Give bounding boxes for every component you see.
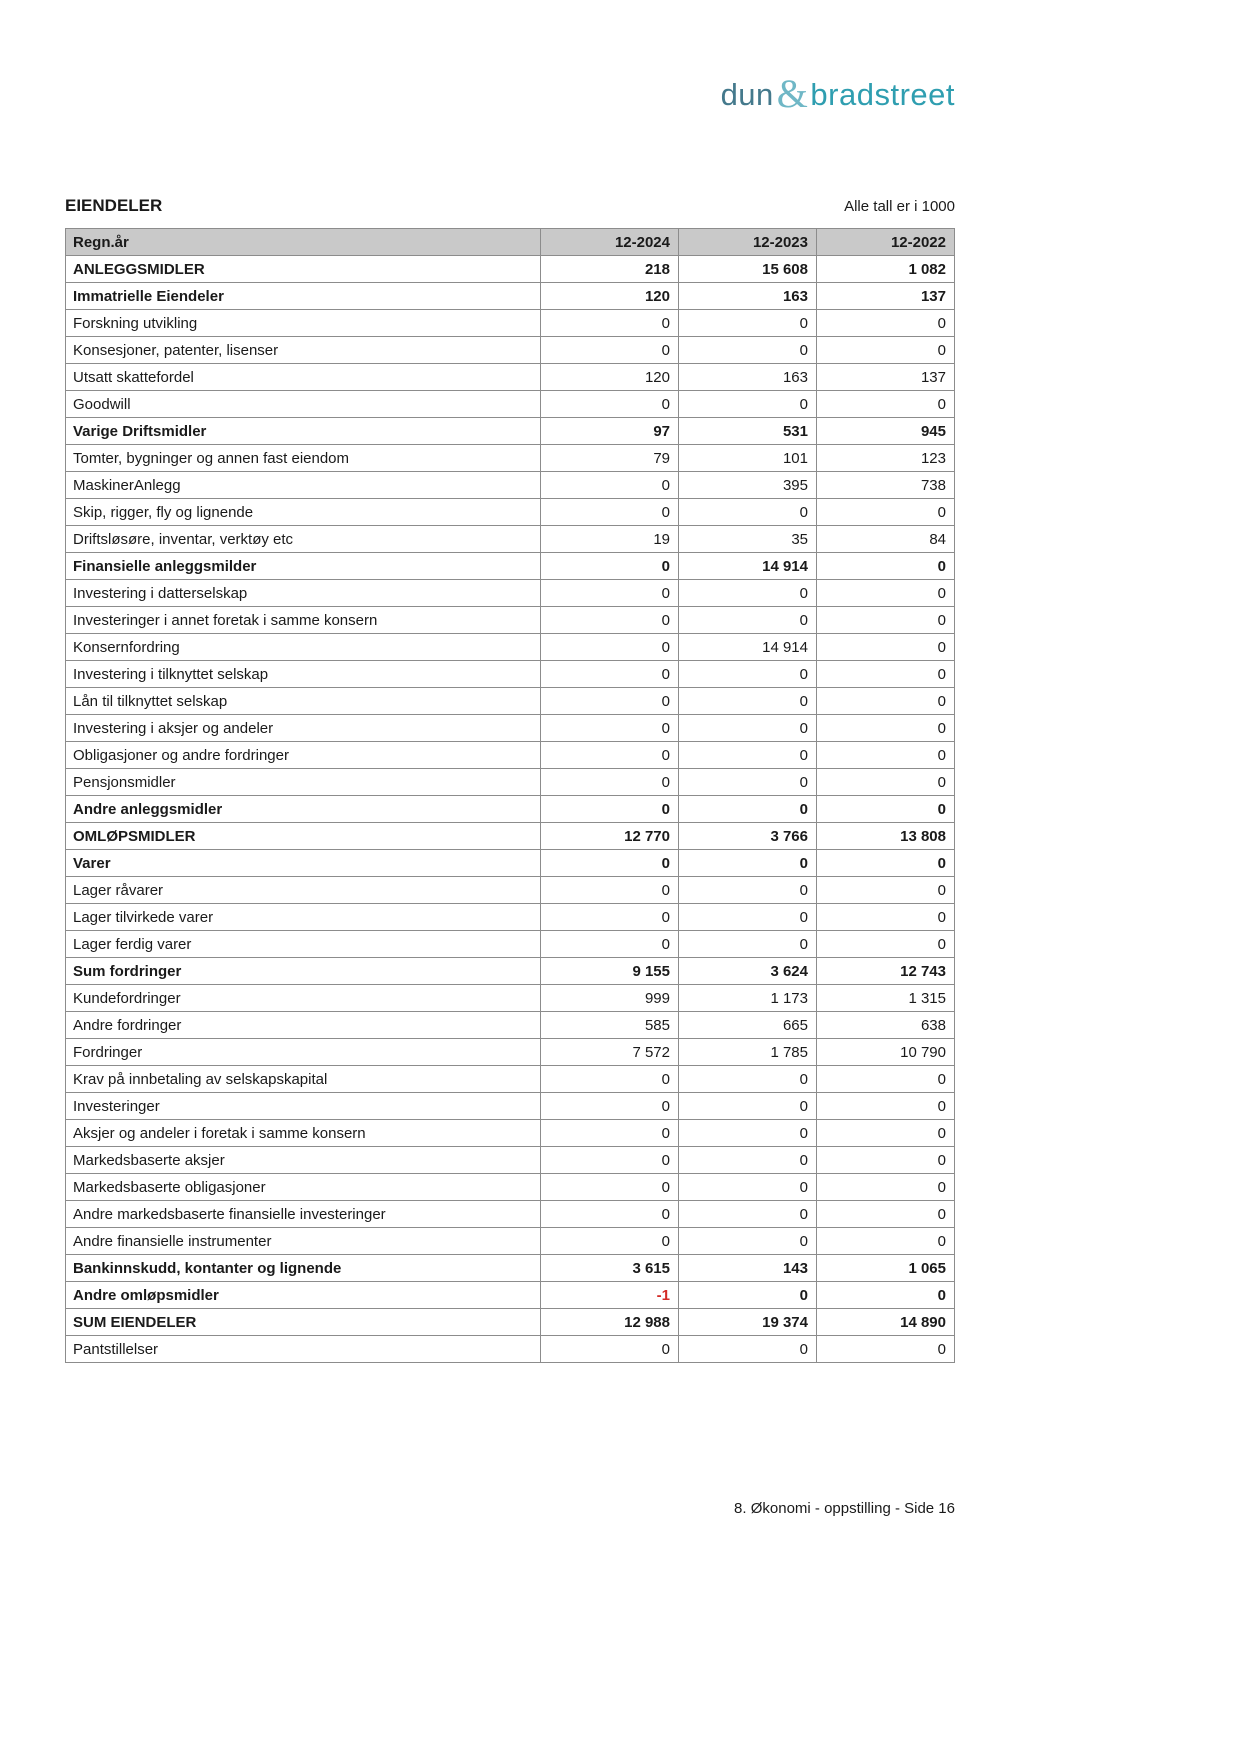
row-value: 0 <box>817 1147 955 1174</box>
row-value: 0 <box>679 310 817 337</box>
table-row <box>66 580 955 607</box>
row-value: 3 615 <box>541 1255 679 1282</box>
row-value: 531 <box>679 418 817 445</box>
row-value: 0 <box>679 877 817 904</box>
row-value: 0 <box>541 688 679 715</box>
row-label: Bankinnskudd, kontanter og lignende <box>66 1255 541 1282</box>
row-value: 0 <box>679 1282 817 1309</box>
row-label: Goodwill <box>66 391 541 418</box>
row-value: 0 <box>817 931 955 958</box>
dun-bradstreet-logo <box>721 68 955 115</box>
column-header: 12-2022 <box>817 229 955 256</box>
table-row <box>66 1066 955 1093</box>
row-value: 0 <box>541 472 679 499</box>
table-row <box>66 877 955 904</box>
row-value: 0 <box>541 1147 679 1174</box>
row-value: 0 <box>817 1093 955 1120</box>
table-row <box>66 526 955 553</box>
row-value: 0 <box>679 580 817 607</box>
table-row <box>66 337 955 364</box>
row-value: 999 <box>541 985 679 1012</box>
row-label: Obligasjoner og andre fordringer <box>66 742 541 769</box>
table-row <box>66 1147 955 1174</box>
row-value: 1 065 <box>817 1255 955 1282</box>
row-value: 0 <box>541 661 679 688</box>
table-row <box>66 1120 955 1147</box>
column-header: 12-2023 <box>679 229 817 256</box>
row-label: Skip, rigger, fly og lignende <box>66 499 541 526</box>
row-label: Andre markedsbaserte finansielle investeringer <box>66 1201 541 1228</box>
row-value: 9 155 <box>541 958 679 985</box>
row-value: 120 <box>541 283 679 310</box>
logo-text-dun: dun <box>720 77 774 112</box>
row-label: Lån til tilknyttet selskap <box>66 688 541 715</box>
row-value: 97 <box>541 418 679 445</box>
row-value: 84 <box>817 526 955 553</box>
row-value: 0 <box>541 877 679 904</box>
row-value: 0 <box>817 904 955 931</box>
row-value: 218 <box>541 256 679 283</box>
row-value: 0 <box>817 607 955 634</box>
row-value: -1 <box>541 1282 679 1309</box>
row-value: 12 988 <box>541 1309 679 1336</box>
row-value: 0 <box>679 769 817 796</box>
row-value: 13 808 <box>817 823 955 850</box>
row-value: 0 <box>679 715 817 742</box>
row-value: 0 <box>541 742 679 769</box>
row-value: 0 <box>541 1336 679 1363</box>
table-row <box>66 445 955 472</box>
row-value: 0 <box>541 904 679 931</box>
row-label: Andre fordringer <box>66 1012 541 1039</box>
row-value: 0 <box>817 634 955 661</box>
row-value: 0 <box>541 931 679 958</box>
row-value: 0 <box>817 742 955 769</box>
row-value: 0 <box>817 499 955 526</box>
table-row <box>66 1255 955 1282</box>
row-value: 137 <box>817 364 955 391</box>
row-value: 0 <box>541 391 679 418</box>
table-row <box>66 661 955 688</box>
row-value: 15 608 <box>679 256 817 283</box>
row-label: SUM EIENDELER <box>66 1309 541 1336</box>
row-value: 0 <box>541 310 679 337</box>
row-value: 0 <box>817 1228 955 1255</box>
table-row <box>66 1228 955 1255</box>
row-value: 0 <box>817 1201 955 1228</box>
row-value: 0 <box>679 1174 817 1201</box>
row-label: Tomter, bygninger og annen fast eiendom <box>66 445 541 472</box>
row-value: 1 082 <box>817 256 955 283</box>
page-title: EIENDELER <box>65 196 163 215</box>
row-value: 0 <box>679 850 817 877</box>
row-value: 945 <box>817 418 955 445</box>
row-value: 120 <box>541 364 679 391</box>
row-value: 0 <box>541 634 679 661</box>
row-label: Lager råvarer <box>66 877 541 904</box>
row-value: 163 <box>679 364 817 391</box>
row-value: 0 <box>541 607 679 634</box>
row-label: Finansielle anleggsmilder <box>66 553 541 580</box>
row-value: 0 <box>679 1228 817 1255</box>
row-value: 14 914 <box>679 553 817 580</box>
table-row <box>66 499 955 526</box>
row-value: 0 <box>541 796 679 823</box>
row-label: Varer <box>66 850 541 877</box>
row-value: 0 <box>541 1093 679 1120</box>
row-label: Andre anleggsmidler <box>66 796 541 823</box>
row-label: Investeringer <box>66 1093 541 1120</box>
row-value: 0 <box>679 904 817 931</box>
row-value: 0 <box>679 1093 817 1120</box>
table-row <box>66 742 955 769</box>
table-row <box>66 364 955 391</box>
row-value: 14 890 <box>817 1309 955 1336</box>
table-row <box>66 904 955 931</box>
logo-ampersand-icon: & <box>776 71 809 116</box>
row-value: 0 <box>679 499 817 526</box>
table-row <box>66 958 955 985</box>
row-value: 1 173 <box>679 985 817 1012</box>
row-value: 585 <box>541 1012 679 1039</box>
row-value: 0 <box>541 1120 679 1147</box>
table-row <box>66 823 955 850</box>
row-value: 0 <box>817 1120 955 1147</box>
row-value: 10 790 <box>817 1039 955 1066</box>
row-value: 0 <box>679 661 817 688</box>
row-value: 79 <box>541 445 679 472</box>
table-row <box>66 1174 955 1201</box>
row-value: 638 <box>817 1012 955 1039</box>
row-label: Investering i datterselskap <box>66 580 541 607</box>
row-value: 0 <box>817 1336 955 1363</box>
table-row <box>66 418 955 445</box>
row-value: 0 <box>817 796 955 823</box>
row-value: 738 <box>817 472 955 499</box>
table-row <box>66 769 955 796</box>
row-value: 35 <box>679 526 817 553</box>
table-row <box>66 283 955 310</box>
table-row <box>66 1282 955 1309</box>
row-value: 0 <box>541 499 679 526</box>
row-value: 0 <box>817 769 955 796</box>
row-value: 0 <box>817 850 955 877</box>
row-label: MaskinerAnlegg <box>66 472 541 499</box>
table-header-row <box>66 229 955 256</box>
row-label: Lager tilvirkede varer <box>66 904 541 931</box>
table-row <box>66 850 955 877</box>
row-value: 0 <box>817 391 955 418</box>
row-value: 0 <box>541 769 679 796</box>
row-label: Andre omløpsmidler <box>66 1282 541 1309</box>
row-label: Investeringer i annet foretak i samme konsern <box>66 607 541 634</box>
row-value: 0 <box>541 850 679 877</box>
row-label: Kundefordringer <box>66 985 541 1012</box>
row-value: 0 <box>817 337 955 364</box>
row-value: 0 <box>679 1120 817 1147</box>
row-value: 3 624 <box>679 958 817 985</box>
table-row <box>66 634 955 661</box>
table-row <box>66 688 955 715</box>
table-row <box>66 391 955 418</box>
row-value: 0 <box>817 1066 955 1093</box>
row-label: Konsernfordring <box>66 634 541 661</box>
row-value: 0 <box>817 553 955 580</box>
table-row <box>66 472 955 499</box>
row-value: 0 <box>817 310 955 337</box>
table-row <box>66 310 955 337</box>
units-note: Alle tall er i 1000 <box>844 198 955 215</box>
row-value: 0 <box>679 796 817 823</box>
row-value: 0 <box>817 877 955 904</box>
row-value: 0 <box>679 1201 817 1228</box>
row-value: 0 <box>541 337 679 364</box>
row-value: 0 <box>679 931 817 958</box>
table-row <box>66 607 955 634</box>
row-value: 0 <box>679 1147 817 1174</box>
row-value: 665 <box>679 1012 817 1039</box>
row-value: 0 <box>679 1066 817 1093</box>
row-value: 0 <box>541 1201 679 1228</box>
table-row <box>66 796 955 823</box>
logo-text-bradstreet: bradstreet <box>810 77 955 112</box>
table-row <box>66 1093 955 1120</box>
row-value: 0 <box>679 391 817 418</box>
row-value: 1 315 <box>817 985 955 1012</box>
table-row <box>66 1336 955 1363</box>
row-value: 0 <box>541 1066 679 1093</box>
row-label: Krav på innbetaling av selskapskapital <box>66 1066 541 1093</box>
row-value: 3 766 <box>679 823 817 850</box>
row-value: 0 <box>679 742 817 769</box>
table-row <box>66 1309 955 1336</box>
row-value: 143 <box>679 1255 817 1282</box>
row-value: 0 <box>541 715 679 742</box>
row-value: 0 <box>817 580 955 607</box>
row-value: 19 <box>541 526 679 553</box>
row-label: Markedsbaserte obligasjoner <box>66 1174 541 1201</box>
row-value: 7 572 <box>541 1039 679 1066</box>
table-row <box>66 256 955 283</box>
table-row <box>66 553 955 580</box>
row-label: Driftsløsøre, inventar, verktøy etc <box>66 526 541 553</box>
row-label: Investering i aksjer og andeler <box>66 715 541 742</box>
row-label: Varige Driftsmidler <box>66 418 541 445</box>
row-value: 395 <box>679 472 817 499</box>
row-value: 0 <box>817 661 955 688</box>
row-label: Utsatt skattefordel <box>66 364 541 391</box>
row-label: Investering i tilknyttet selskap <box>66 661 541 688</box>
row-value: 1 785 <box>679 1039 817 1066</box>
table-row <box>66 1039 955 1066</box>
row-value: 0 <box>679 1336 817 1363</box>
row-value: 123 <box>817 445 955 472</box>
row-value: 163 <box>679 283 817 310</box>
row-label: OMLØPSMIDLER <box>66 823 541 850</box>
row-value: 0 <box>541 1228 679 1255</box>
row-value: 137 <box>817 283 955 310</box>
row-value: 0 <box>679 337 817 364</box>
table-row <box>66 985 955 1012</box>
row-label: Markedsbaserte aksjer <box>66 1147 541 1174</box>
row-value: 0 <box>817 715 955 742</box>
page-footer: 8. Økonomi - oppstilling - Side 16 <box>734 1500 955 1517</box>
row-label: Andre finansielle instrumenter <box>66 1228 541 1255</box>
row-value: 0 <box>541 580 679 607</box>
row-label: Sum fordringer <box>66 958 541 985</box>
title-row <box>65 196 955 216</box>
row-value: 12 743 <box>817 958 955 985</box>
row-value: 0 <box>541 553 679 580</box>
balance-sheet-table <box>65 228 955 1363</box>
row-label: Lager ferdig varer <box>66 931 541 958</box>
row-value: 101 <box>679 445 817 472</box>
row-value: 0 <box>817 1174 955 1201</box>
row-label: Pensjonsmidler <box>66 769 541 796</box>
row-label: Forskning utvikling <box>66 310 541 337</box>
row-label: Aksjer og andeler i foretak i samme konsern <box>66 1120 541 1147</box>
row-label: ANLEGGSMIDLER <box>66 256 541 283</box>
row-value: 0 <box>817 1282 955 1309</box>
column-header: 12-2024 <box>541 229 679 256</box>
table-row <box>66 715 955 742</box>
row-value: 0 <box>679 688 817 715</box>
table-row <box>66 1012 955 1039</box>
row-value: 0 <box>541 1174 679 1201</box>
table-row <box>66 1201 955 1228</box>
row-value: 12 770 <box>541 823 679 850</box>
row-label: Immatrielle Eiendeler <box>66 283 541 310</box>
row-value: 14 914 <box>679 634 817 661</box>
table-row <box>66 931 955 958</box>
row-label: Pantstillelser <box>66 1336 541 1363</box>
row-value: 0 <box>679 607 817 634</box>
row-label: Fordringer <box>66 1039 541 1066</box>
row-value: 19 374 <box>679 1309 817 1336</box>
row-label: Konsesjoner, patenter, lisenser <box>66 337 541 364</box>
row-value: 0 <box>817 688 955 715</box>
column-header: Regn.år <box>66 229 541 256</box>
